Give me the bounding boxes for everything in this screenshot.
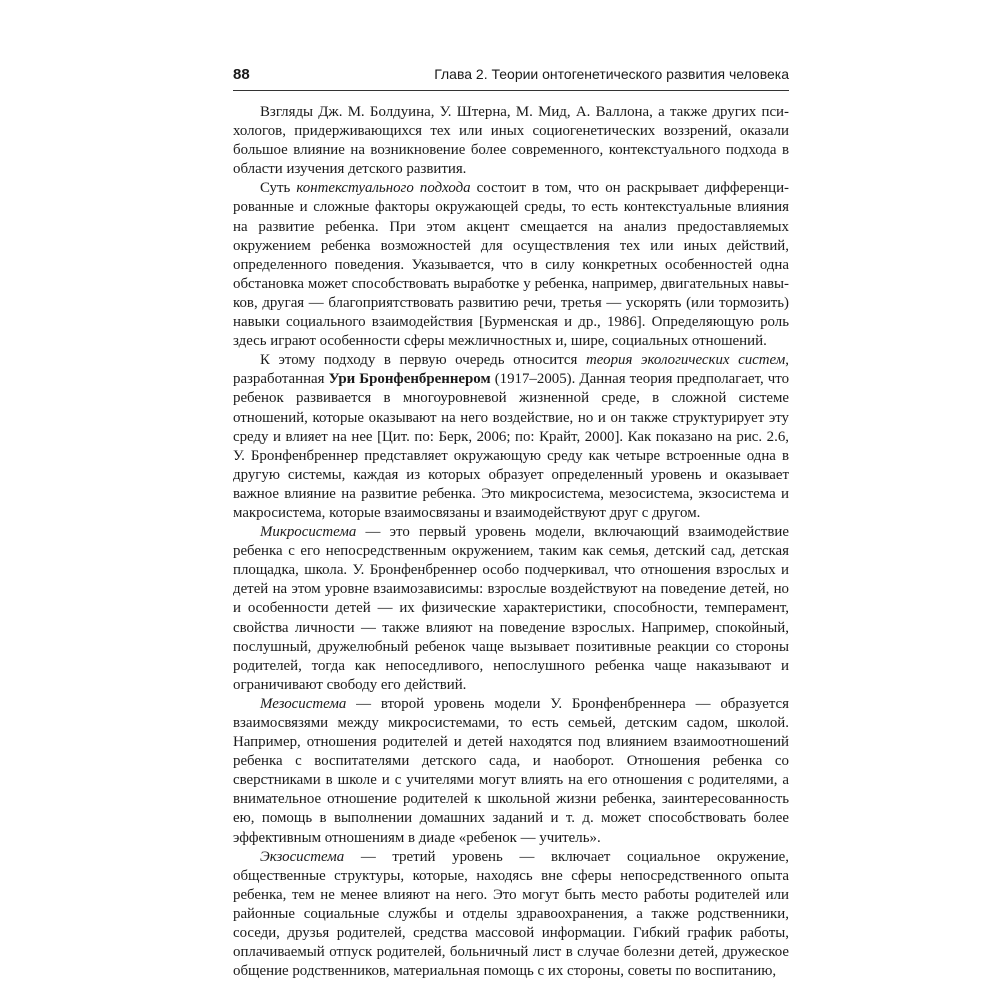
paragraph-6 xyxy=(233,848,789,982)
paragraph-2 xyxy=(233,179,789,351)
author-name-bronfenbrenner: Ури Бронфенбреннером xyxy=(328,371,491,388)
paragraph-1 xyxy=(233,103,789,179)
paragraph-text: — это первый уровень модели, включающий взаимодействие ребенка с его непосредственным окружением, таким как семья, детский сад, детская площадка, школа. У. Бронфенбреннер особо подчеркивал, что отношения взрослых и детей на этом уровне взаимозависимы: взрослые воздействуют на поведение детей, но и особенности детей — их физические характеристики, способности, темперамент, свойства личности — также влияют на поведение взрослых. Например, спокойный, послушный, дружелюбный ребенок чаще вызывает позитивные реакции со стороны родителей, тогда как непоседливого, непослушного ребенка чаще наказывают и ограничивают свободу его действий. xyxy=(233,524,789,693)
paragraph-5 xyxy=(233,695,789,848)
term-mesosystem: Мезосистема xyxy=(260,695,347,712)
paragraph-text: — второй уровень модели У. Бронфенбреннера — образуется взаимосвязями между микросистемами, то есть семьей, детским садом, школой. Например, отношения родителей и детей находятся под влиянием взаимоотношений ребенка с воспитателями детского сада, и наоборот. Отношения ребенка со сверстниками в школе и с учителями могут влиять на его отношения с родителями, а внимательное отношение родителей к школьной жизни ребенка, заинтересованность ею, помощь в выполнении домашних заданий и т. д. может способствовать более эффективным отношениям в диаде «ребенок — учитель». xyxy=(233,695,789,846)
paragraph-lead: Суть xyxy=(260,180,297,197)
paragraph-text: Взгляды Дж. М. Болдуина, У. Штерна, М. Мид, А. Валлона, а также других психологов, придерживающихся тех или иных социогенетических воззрений, оказали большое влияние на возникновение более современного, контекстуального подхода в области изучения детского развития. xyxy=(233,104,789,178)
book-page xyxy=(233,66,790,980)
paragraph-text: — третий уровень — включает социальное окружение, общественные структуры, которые, находясь вне сферы непосредственного опыта ребенка, тем не менее влияют на него. Это могут быть место работы родителей или районные социальные службы и отделы здравоохранения, а также родственники, соседи, друзья родителей, средства массовой информации. Гибкий график работы, оплачиваемый отпуск родителей, больничный лист в случае болезни детей, дружеское общение родственников, материальная помощь с их стороны, советы по воспитанию, xyxy=(233,848,789,980)
body-text xyxy=(233,103,789,981)
term-contextual-approach: контекстуального подхода xyxy=(296,180,471,197)
paragraph-text: (1917–2005). Данная теория предполагает, что ребенок развивается в многоуровневой жизненной среде, в сложной системе отношений, которые оказывают на него воздействие, но и он также структурирует эту среду и влияет на нее [Цит. по: Берк, 2006; по: Крайт, 2000]. Как показано на рис. 2.6, У. Бронфенбреннер представляет окружающую среду как четыре встроенные одна в другую системы, каждая из которых образует определенный уровень и оказывает важное влияние на развитие ребенка. Это микросистема, мезосистема, экзосистема и макросистема, которые взаимосвязаны и взаимодействуют друг с другом. xyxy=(233,371,790,521)
page-number: 88 xyxy=(233,66,250,83)
paragraph-3 xyxy=(233,351,789,523)
term-ecological-systems-theory: теория экологических систем xyxy=(585,352,786,369)
chapter-title: Глава 2. Теории онтогенетического развития человека xyxy=(434,66,789,82)
paragraph-4 xyxy=(233,523,789,695)
term-exosystem: Экзосистема xyxy=(260,848,345,865)
paragraph-mid: , разработанная xyxy=(233,352,789,388)
running-head xyxy=(233,66,789,91)
term-microsystem: Микросистема xyxy=(260,524,357,541)
paragraph-lead: К этому подходу в первую очередь относится xyxy=(260,352,586,369)
paragraph-text: состоит в том, что он раскрывает дифференцированные и сложные факторы окружающей среды, то есть контекстуальные влияния на развитие ребенка. При этом акцент смещается на анализ предоставляемых окружением ребенка возможностей для осуществления тех или иных действий, определенного поведения. Указывается, что в силу конкретных особенностей одна обстановка может способствовать выработке у ребенка, например, двигательных навыков, другая — благоприятствовать развитию речи, третья — ускорять (или тормозить) навыки социального взаимодействия [Бурменская и др., 1986]. Определяющую роль здесь играют особенности сферы межличностных и, шире, социальных отношений. xyxy=(233,180,790,350)
